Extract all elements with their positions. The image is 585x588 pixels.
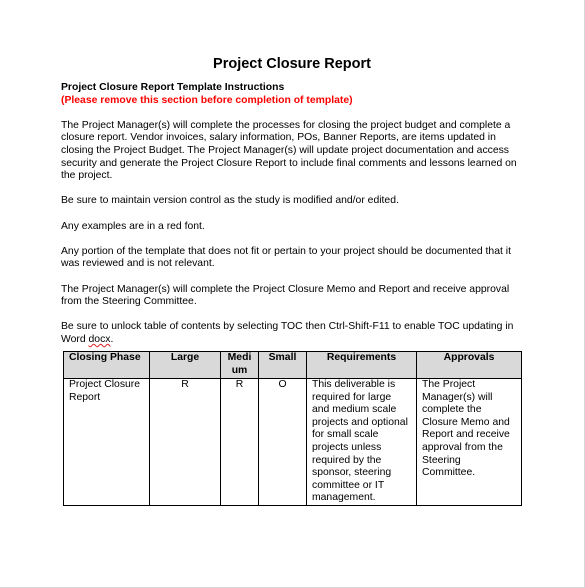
- paragraph-memo-approval: The Project Manager(s) will complete the Project Closure Memo and Report and receive approval from the Steering Committee.: [61, 283, 510, 308]
- table-row: [64, 379, 522, 506]
- header-closing-phase: Closing Phase: [64, 352, 150, 379]
- header-large: Large: [150, 352, 221, 379]
- header-approvals: Approvals: [417, 352, 522, 379]
- paragraph-version-control: Be sure to maintain version control as the study is modified and/or edited.: [61, 195, 399, 207]
- cell-medium: R: [221, 379, 259, 506]
- paragraph-toc-note: [61, 321, 531, 346]
- cell-small: O: [259, 379, 307, 506]
- toc-note-text: Be sure to unlock table of contents by selecting TOC then Ctrl-Shift-F11 to enable TOC updating in Word: [61, 321, 514, 345]
- cell-large: R: [150, 379, 221, 506]
- document-title: Project Closure Report: [213, 56, 371, 72]
- table-header-row: [64, 352, 522, 379]
- document-body: [61, 82, 531, 359]
- cell-approvals: The Project Manager(s) will complete the Closure Memo and Report and receive approval from the Steering Committee.: [417, 379, 522, 506]
- header-medium: Medium: [221, 352, 259, 379]
- instructions-note: (Please remove this section before completion of template): [61, 94, 353, 106]
- toc-note-end: .: [110, 333, 114, 345]
- instructions-heading: Project Closure Report Template Instructions: [61, 82, 285, 93]
- cell-requirements: This deliverable is required for large and medium scale projects and optional for small scale projects unless required by the sponsor, steering committee or IT management.: [307, 379, 417, 506]
- spellcheck-word: docx: [88, 333, 111, 345]
- paragraph-closure-process: The Project Manager(s) will complete the processes for closing the project budget and complete a closure report. Vendor invoices, salary information, POs, Banner Reports, are items updated in closing the Project Budget. The Project Manager(s) will update project documentation and access security and generate the Project Closure Report to include final comments and lessons learned on the project.: [61, 119, 517, 182]
- header-small: Small: [259, 352, 307, 379]
- header-requirements: Requirements: [307, 352, 417, 379]
- closing-phase-table: [63, 351, 522, 506]
- paragraph-red-font: Any examples are in a red font.: [61, 220, 205, 232]
- paragraph-not-relevant: Any portion of the template that does not fit or pertain to your project should be documented that it was reviewed and is not relevant.: [61, 245, 511, 270]
- cell-phase: Project Closure Report: [64, 379, 150, 506]
